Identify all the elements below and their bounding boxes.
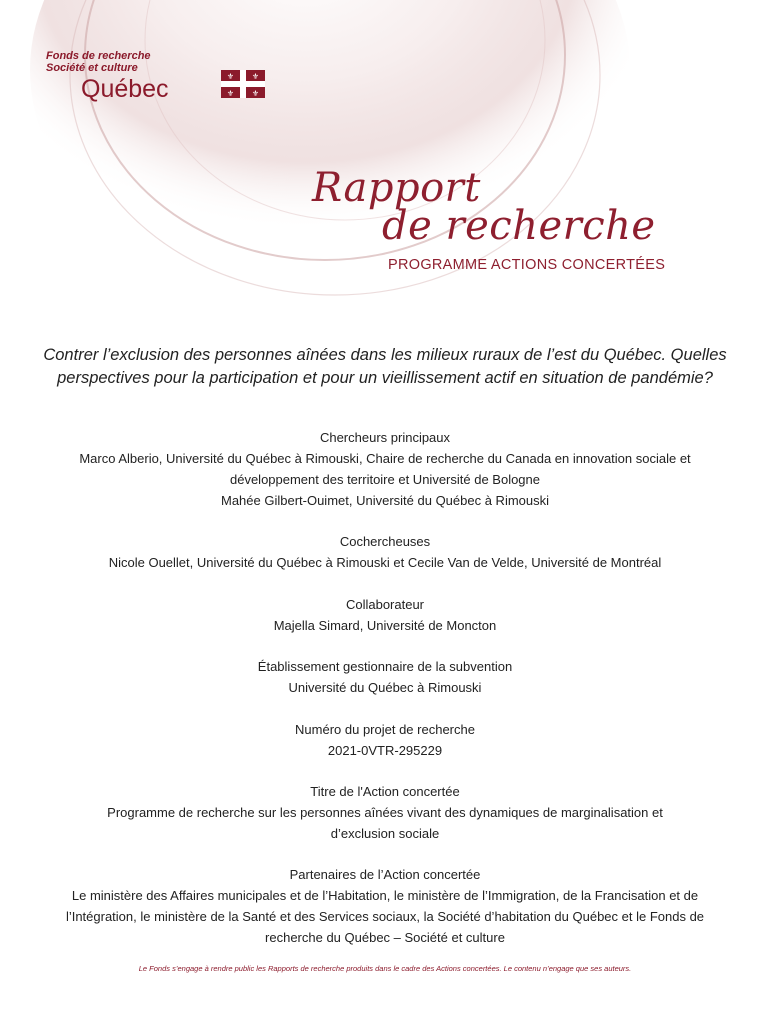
project-title — [30, 344, 740, 390]
section-heading: Numéro du projet de recherche — [295, 722, 475, 737]
section-line: Mahée Gilbert-Ouimet, Université du Québec à Rimouski — [220, 493, 550, 508]
svg-text:⚜: ⚜ — [226, 89, 235, 98]
section-principal-researchers — [30, 427, 740, 511]
section-heading: Chercheurs principaux — [319, 430, 451, 445]
section-line: l’Intégration, le ministère de la Santé et des Services sociaux, la Société d’habitation du Québec et le Fonds de — [65, 909, 705, 924]
logo-quebec: Québec — [81, 75, 169, 103]
project-title-line-1: Contrer l’exclusion des personnes aînées dans les milieux ruraux de l’est du Québec. Quelles — [43, 346, 727, 364]
section-heading: Collaborateur — [345, 597, 425, 612]
section-heading: Titre de l'Action concertée — [310, 784, 460, 799]
report-title-line-2: de recherche — [382, 203, 656, 249]
footnote: Le Fonds s’engage à rendre public les Rapports de recherche produits dans le cadre des Actions concertées. Le contenu n’engage que ses auteurs. — [138, 964, 632, 973]
section-line: Le ministère des Affaires municipales et de l’Habitation, le ministère de l’Immigration, de la Francisation et de — [71, 888, 699, 903]
section-partners — [30, 864, 740, 948]
section-line: Majella Simard, Université de Moncton — [273, 618, 497, 633]
svg-text:⚜: ⚜ — [226, 72, 235, 81]
section-line: recherche du Québec – Société et culture — [265, 930, 505, 945]
section-institution — [30, 656, 740, 698]
logo-line-1: Fonds de recherche — [46, 50, 151, 62]
project-title-line-2: perspectives pour la participation et pour un vieillissement actif en situation de pandémie? — [57, 369, 713, 387]
section-collaborator — [30, 594, 740, 636]
section-line: développement des territoire et Université de Bologne — [229, 472, 540, 487]
quebec-flag-icon — [221, 70, 265, 98]
section-line: Nicole Ouellet, Université du Québec à Rimouski et Cecile Van de Velde, Université de Montréal — [108, 555, 662, 570]
section-line: d’exclusion sociale — [330, 826, 440, 841]
svg-text:⚜: ⚜ — [251, 72, 260, 81]
svg-text:⚜: ⚜ — [251, 89, 260, 98]
report-title — [300, 165, 680, 249]
section-line: Programme de recherche sur les personnes aînées vivant des dynamiques de marginalisation et — [107, 805, 663, 820]
section-heading: Établissement gestionnaire de la subvention — [257, 659, 513, 674]
program-label: PROGRAMME ACTIONS CONCERTÉES — [388, 257, 666, 273]
logo-line-2: Société et culture — [46, 62, 138, 74]
section-line: Université du Québec à Rimouski — [288, 680, 482, 695]
fonds-quebec-logo — [46, 50, 260, 106]
section-heading: Cochercheuses — [339, 534, 431, 549]
report-title-line-1: Rapport — [312, 165, 481, 211]
section-action-title — [30, 781, 740, 844]
section-project-number — [30, 719, 740, 761]
section-co-researchers — [30, 531, 740, 573]
section-line: Marco Alberio, Université du Québec à Rimouski, Chaire de recherche du Canada en innovation sociale et — [79, 451, 691, 466]
section-heading: Partenaires de l’Action concertée — [289, 867, 481, 882]
section-line: 2021-0VTR-295229 — [327, 743, 443, 758]
